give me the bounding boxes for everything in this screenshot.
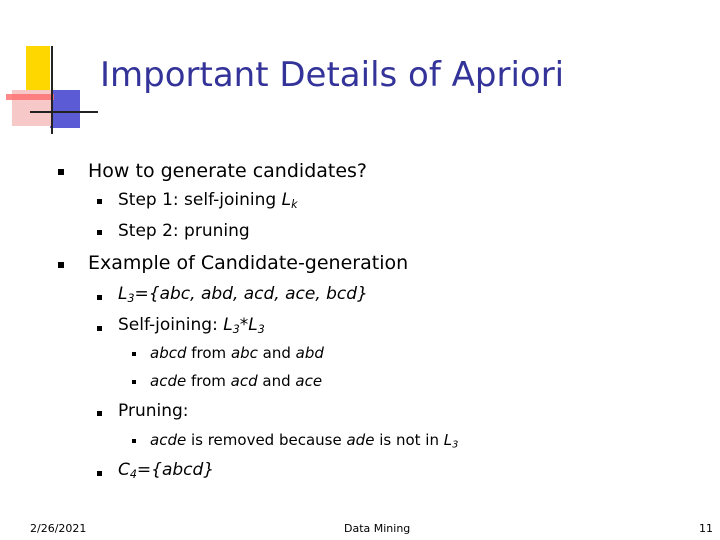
l3-var: L [118, 284, 128, 304]
step1-sub: k [291, 197, 298, 211]
bullet-l2 [97, 295, 102, 300]
sj-prefix: Self-joining: [118, 315, 224, 335]
slide-logo [0, 0, 100, 140]
item-how-to-generate: How to generate candidates? [88, 160, 368, 182]
item-acde [150, 372, 322, 390]
slide-title: Important Details of Apriori [100, 55, 565, 95]
bullet-l3 [132, 352, 136, 356]
t-ace: ace [295, 372, 323, 390]
t-sub3: 3 [452, 439, 459, 451]
item-self-joining [118, 315, 265, 335]
footer-page-number: 11 [699, 522, 713, 535]
t-abd: abd [295, 344, 324, 362]
bullet-l2 [97, 199, 102, 204]
t-and: and [257, 344, 296, 362]
item-l3-set [118, 284, 368, 304]
l3-rest: ={abc, abd, acd, ace, bcd} [134, 284, 368, 304]
t-removed: is removed because [186, 431, 347, 449]
t-and: and [257, 372, 296, 390]
t-acde: acde [150, 372, 187, 390]
bullet-l2 [97, 471, 102, 476]
t-abc: abc [230, 344, 258, 362]
bullet-l2 [97, 230, 102, 235]
l3-sub: 3 [127, 291, 135, 305]
footer-date: 2/26/2021 [30, 522, 87, 535]
bullet-l1 [58, 169, 64, 175]
sj-sub2: 3 [257, 322, 265, 336]
item-abcd [150, 344, 324, 362]
t-abcd: abcd [150, 344, 187, 362]
sj-var1: L [223, 315, 233, 335]
t-not-in: is not in [374, 431, 444, 449]
item-step1 [118, 190, 298, 210]
item-c4-set [118, 460, 214, 480]
bullet-l2 [97, 411, 102, 416]
item-acde-removed [150, 431, 458, 449]
sj-star: * [239, 315, 249, 335]
footer-title: Data Mining [344, 522, 411, 535]
logo-yellow-block [26, 46, 50, 94]
sj-var2: L [248, 315, 258, 335]
sj-sub1: 3 [232, 322, 240, 336]
bullet-l3 [132, 439, 136, 443]
bullet-l2 [97, 326, 102, 331]
c4-var: C [118, 460, 130, 480]
c4-sub: 4 [129, 467, 137, 481]
bullet-l1 [58, 262, 64, 268]
step1-text: Step 1: self-joining [118, 190, 282, 210]
step1-var: L [281, 190, 292, 210]
c4-rest: ={abcd} [136, 460, 215, 480]
t-acde: acde [150, 431, 187, 449]
t-from: from [186, 372, 231, 390]
t-acd: acd [230, 372, 258, 390]
t-from: from [186, 344, 231, 362]
item-example: Example of Candidate-generation [88, 252, 409, 274]
t-L: L [443, 431, 453, 449]
bullet-l3 [132, 380, 136, 384]
item-pruning: Pruning: [118, 401, 189, 421]
t-ade: ade [346, 431, 375, 449]
item-step2: Step 2: pruning [118, 221, 250, 241]
logo-blue-block [50, 90, 80, 128]
logo-red-bar [6, 94, 54, 100]
